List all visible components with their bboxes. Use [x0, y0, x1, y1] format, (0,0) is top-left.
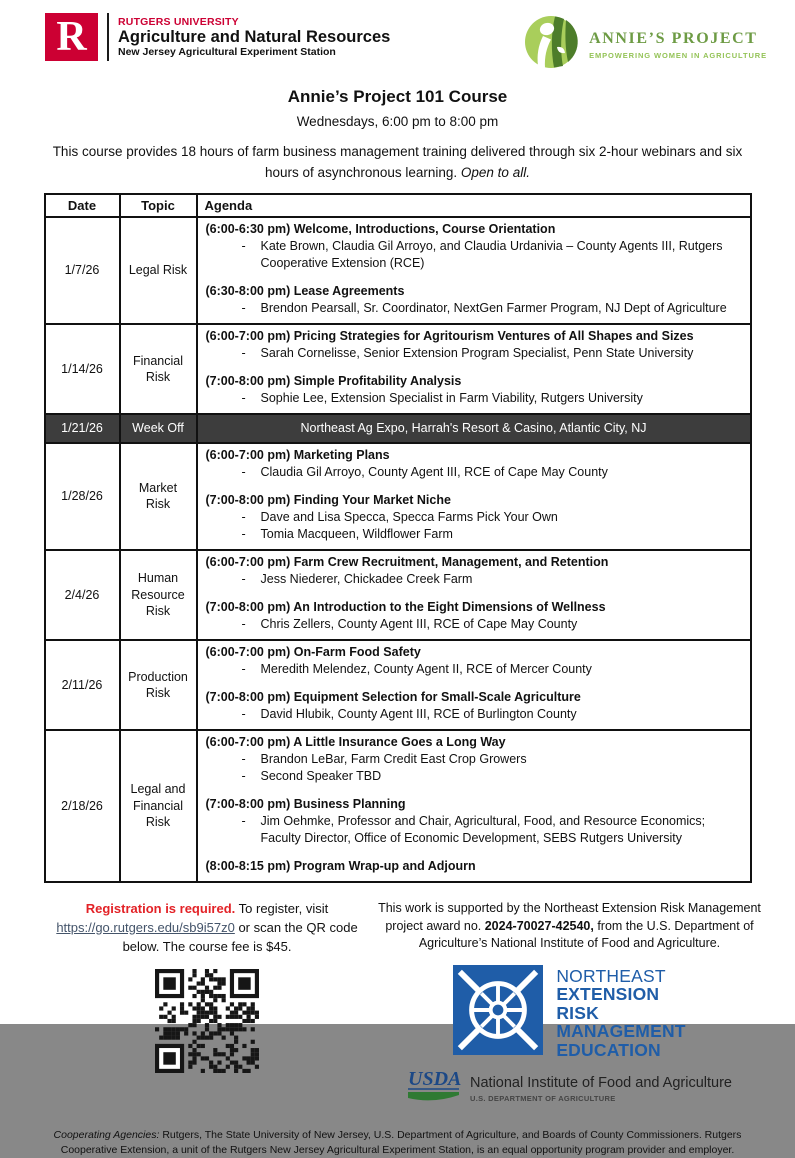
support-part2: from the U.S. Department of Agriculture’s National Institute of Food and Agriculture.	[418, 918, 754, 951]
date-cell: 1/14/26	[45, 324, 120, 414]
annies-project-icon	[524, 15, 578, 74]
topic-cell: Legal Risk	[120, 217, 197, 324]
logo-divider	[107, 13, 109, 61]
session-title: (6:00-7:00 pm) A Little Insurance Goes a Long Way	[205, 734, 506, 749]
topic-cell: Week Off	[120, 414, 197, 443]
annies-project-name: ANNIE’S PROJECT	[589, 29, 758, 47]
nerme-line-management: MANAGEMENT	[556, 1021, 686, 1042]
nerme-line-risk: RISK	[556, 1002, 599, 1023]
annies-project-tagline: EMPOWERING WOMEN IN AGRICULTURE	[589, 50, 767, 60]
nifa-name: National Institute of Food and Agriculture	[470, 1074, 732, 1091]
speaker-item: - Sarah Cornelisse, Senior Extension Program Specialist, Penn State University	[241, 345, 694, 360]
nifa-text-block	[470, 1073, 732, 1105]
annies-project-logo-block	[524, 15, 767, 74]
table-row	[45, 730, 751, 882]
speaker-item: - Claudia Gil Arroyo, County Agent III, RCE of Cape May County	[241, 464, 608, 479]
speaker-item: - Jess Niederer, Chickadee Creek Farm	[241, 571, 473, 586]
session-title: (6:00-7:00 pm) Farm Crew Recruitment, Management, and Retention	[205, 554, 609, 569]
date-cell: 1/7/26	[45, 217, 120, 324]
rutgers-university-label: RUTGERS UNIVERSITY	[118, 15, 239, 28]
table-row	[45, 414, 751, 443]
topic-cell: Market Risk	[120, 443, 197, 550]
agenda-cell	[197, 640, 751, 730]
speaker-item: - Jim Oehmke, Professor and Chair, Agricultural, Food, and Resource Economics; Faculty Director, Office of Economic Development, SEBS Rutgers University	[241, 813, 706, 845]
nerme-line-northeast: NORTHEAST	[556, 966, 666, 987]
topic-cell: Legal and Financial Risk	[120, 730, 197, 882]
topic-cell: Human Resource Risk	[120, 550, 197, 640]
date-cell: 2/18/26	[45, 730, 120, 882]
agenda-cell	[197, 730, 751, 882]
course-description-text: This course provides 18 hours of farm business management training delivered through six 2-hour webinars and six hours of asynchronous learning.	[52, 144, 743, 180]
header	[0, 0, 795, 74]
table-header-row	[45, 194, 751, 217]
agenda-cell	[197, 550, 751, 640]
column-header-topic: Topic	[120, 194, 197, 217]
registration-required-label: Registration is required.	[85, 900, 236, 916]
table-row	[45, 443, 751, 550]
support-text	[378, 900, 761, 953]
topic-cell: Financial Risk	[120, 324, 197, 414]
schedule-table	[44, 193, 752, 883]
agenda-cell	[197, 217, 751, 324]
table-row	[45, 640, 751, 730]
agenda-cell	[197, 443, 751, 550]
nerme-text-block	[556, 967, 685, 1059]
session-title: (6:00-7:00 pm) Pricing Strategies for Agritourism Ventures of All Shapes and Sizes	[205, 328, 694, 343]
speaker-item: - Tomia Macqueen, Wildflower Farm	[241, 526, 453, 541]
agenda-cell: Northeast Ag Expo, Harrah's Resort & Casino, Atlantic City, NJ	[197, 414, 751, 443]
usda-department-label: U.S. DEPARTMENT OF AGRICULTURE	[470, 1094, 616, 1104]
column-header-date: Date	[45, 194, 120, 217]
support-block	[372, 900, 761, 1110]
session-title: (6:00-6:30 pm) Welcome, Introductions, Course Orientation	[205, 221, 556, 236]
speaker-item: - Chris Zellers, County Agent III, RCE of Cape May County	[241, 616, 578, 631]
table-row	[45, 217, 751, 324]
session-title: (7:00-8:00 pm) Equipment Selection for Small-Scale Agriculture	[205, 689, 581, 704]
compass-icon	[453, 965, 543, 1061]
qr-code	[42, 969, 372, 1079]
usda-icon	[407, 1068, 461, 1110]
speaker-item: - Kate Brown, Claudia Gil Arroyo, and Claudia Urdanivia – County Agents III, Rutgers Cooperative Extension (RCE)	[241, 238, 723, 270]
support-part1: This work is supported by the Northeast Extension Risk Management project award no.	[378, 900, 761, 933]
award-number: 2024-70027-42540,	[484, 918, 594, 933]
speaker-item: - Dave and Lisa Specca, Specca Farms Pick Your Own	[241, 509, 558, 524]
session-title: (7:00-8:00 pm) Simple Profitability Analysis	[205, 373, 462, 388]
speaker-item: - Brandon LeBar, Farm Credit East Crop Growers	[241, 751, 527, 766]
date-cell: 1/21/26	[45, 414, 120, 443]
date-cell: 2/11/26	[45, 640, 120, 730]
date-cell: 2/4/26	[45, 550, 120, 640]
registration-block	[42, 900, 372, 1110]
speaker-item: - Sophie Lee, Extension Specialist in Farm Viability, Rutgers University	[241, 390, 643, 405]
speaker-item: - Brendon Pearsall, Sr. Coordinator, NextGen Farmer Program, NJ Dept of Agriculture	[241, 300, 727, 315]
speaker-item: - Meredith Melendez, County Agent II, RCE of Mercer County	[241, 661, 592, 676]
footer-text: Rutgers, The State University of New Jersey, U.S. Department of Agriculture, and Boards of County Commissioners. Rutgers Cooperative Extension, a unit of the Rutgers New Jersey Agricultural Experiment Station, is an equal opportunity program provider and employer.	[60, 1128, 742, 1156]
table-row	[45, 550, 751, 640]
session-title: (6:00-7:00 pm) On-Farm Food Safety	[205, 644, 421, 659]
schedule-subtitle: Wednesdays, 6:00 pm to 8:00 pm	[296, 114, 499, 129]
rutgers-department-label: Agriculture and Natural Resources	[118, 27, 391, 46]
session-title: (6:00-7:00 pm) Marketing Plans	[205, 447, 390, 462]
nerme-line-education: EDUCATION	[556, 1039, 661, 1060]
registration-text	[42, 900, 372, 957]
session-title: (7:00-8:00 pm) An Introduction to the Eight Dimensions of Wellness	[205, 599, 606, 614]
usda-logo-block	[378, 1068, 761, 1110]
schedule-table-body	[45, 217, 751, 882]
rutgers-r-icon: R	[45, 13, 98, 61]
bottom-section	[0, 883, 795, 1110]
speaker-item: - Second Speaker TBD	[241, 768, 382, 783]
session-title: (7:00-8:00 pm) Business Planning	[205, 796, 406, 811]
session-title: (7:00-8:00 pm) Finding Your Market Niche	[205, 492, 451, 507]
topic-cell: Production Risk	[120, 640, 197, 730]
registration-part1: To register, visit	[235, 900, 329, 916]
registration-part2: or scan the QR code below. The course fee is $45.	[122, 919, 358, 954]
nerme-logo-block	[378, 965, 761, 1061]
registration-link[interactable]: https://go.rutgers.edu/sb9i57z0	[56, 919, 235, 935]
table-row	[45, 324, 751, 414]
footer-lead: Cooperating Agencies:	[53, 1128, 160, 1141]
speaker-item: - David Hlubik, County Agent III, RCE of Burlington County	[241, 706, 577, 721]
agenda-cell	[197, 324, 751, 414]
course-description	[36, 142, 760, 184]
annies-text-block	[589, 30, 767, 60]
svg-text:USDA: USDA	[408, 1067, 462, 1090]
date-cell: 1/28/26	[45, 443, 120, 550]
rutgers-station-label: New Jersey Agricultural Experiment Station	[118, 46, 336, 59]
session-title: (8:00-8:15 pm) Program Wrap-up and Adjourn	[205, 858, 476, 873]
page-title: Annie’s Project 101 Course	[287, 87, 508, 106]
column-header-agenda: Agenda	[197, 194, 751, 217]
rutgers-text-block	[118, 16, 390, 59]
cooperating-agencies-footer	[30, 1128, 766, 1158]
nerme-line-extension: EXTENSION	[556, 984, 660, 1005]
open-to-all-note: Open to all.	[460, 164, 530, 180]
rutgers-logo-block	[45, 13, 390, 61]
session-title: (6:30-8:00 pm) Lease Agreements	[205, 283, 405, 298]
